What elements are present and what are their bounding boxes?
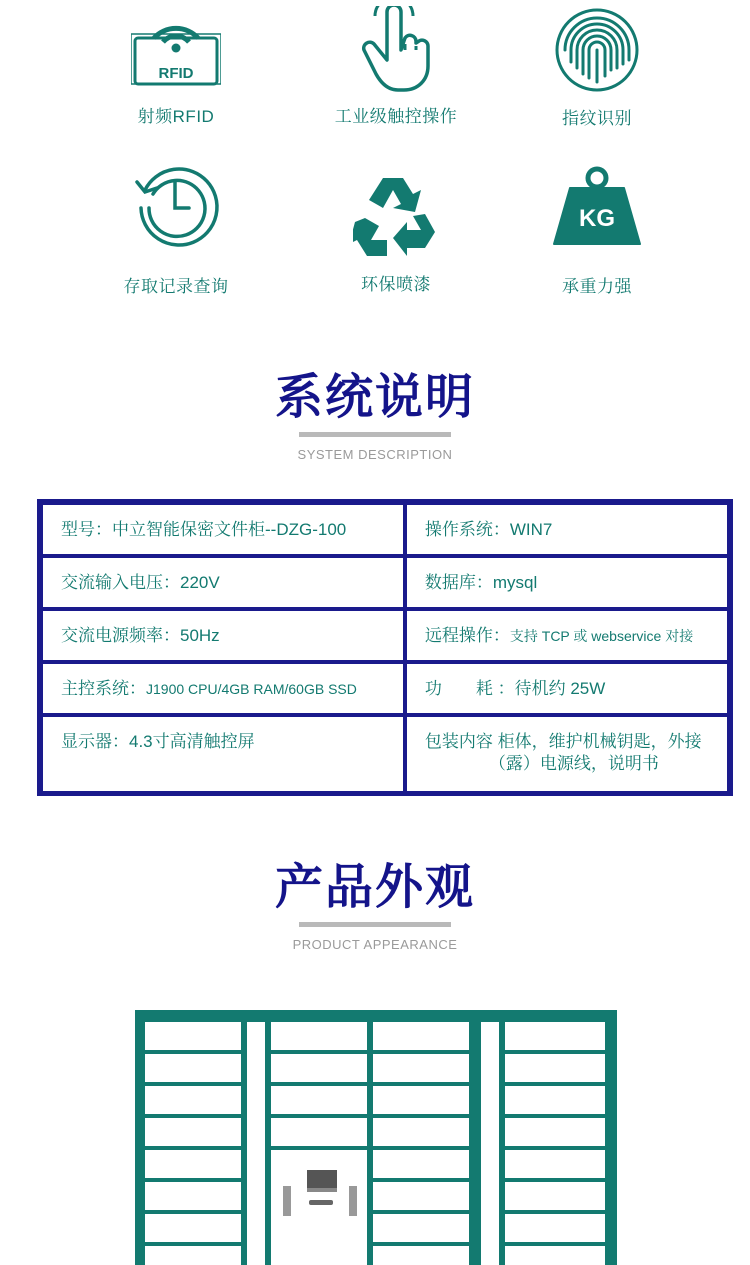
feature-weight: [497, 166, 697, 297]
feature-label-touch: 工业级触控操作: [334, 107, 458, 126]
spec-mainboard: [43, 664, 403, 713]
feature-label-rfid: 射频RFID: [137, 107, 215, 126]
system-title: 系统说明: [274, 371, 475, 424]
product-section-header: [0, 860, 750, 952]
title-underline: [299, 432, 451, 437]
feature-fingerprint: [497, 6, 697, 129]
fingerprint-icon: [553, 6, 641, 94]
system-subtitle: SYSTEM DESCRIPTION: [297, 447, 453, 462]
rfid-icon-text: RFID: [158, 65, 194, 82]
spec-table: [37, 499, 733, 796]
feature-label-recycle: 环保喷漆: [361, 275, 431, 294]
title-underline: [299, 922, 451, 927]
product-title: 产品外观: [274, 861, 475, 914]
spec-package: [407, 717, 727, 791]
spec-display: 显示器：4.3寸高清触控屏: [43, 717, 403, 791]
spec-mainboard-label: 主控系统：: [61, 679, 146, 698]
spec-row: [41, 556, 729, 609]
spec-frequency: 交流电源频率：50Hz: [43, 611, 403, 660]
spec-package-line2: （露）电源线，说明书: [488, 754, 659, 773]
feature-grid: [0, 0, 750, 320]
recycle-icon: [353, 170, 439, 256]
clock-history-icon: [131, 160, 221, 250]
card-slot: [309, 1200, 333, 1205]
weight-kg-icon: [552, 166, 642, 248]
feature-history: [76, 160, 276, 297]
rfid-icon: [131, 8, 221, 88]
system-section-header: [0, 370, 750, 462]
feature-label-fingerprint: 指纹识别: [562, 109, 632, 128]
spec-model: 型号：中立智能保密文件柜--DZG-100: [43, 505, 403, 554]
spec-row: [41, 662, 729, 715]
feature-label-history: 存取记录查询: [123, 277, 229, 296]
cabinet-illustration: [135, 1010, 617, 1265]
spec-package-line1: 包装内容 柜体，维护机械钥匙，外接: [424, 732, 702, 751]
weight-icon-text: KG: [579, 205, 615, 232]
product-subtitle: PRODUCT APPEARANCE: [292, 937, 458, 952]
spec-row: [41, 609, 729, 662]
feature-touch: [296, 6, 496, 127]
spec-power: 功 耗 ：待机约 25W: [407, 664, 727, 713]
spec-row: [41, 715, 729, 793]
spec-remote: [407, 611, 727, 660]
spec-remote-value: 支持 TCP 或 webservice 对接: [509, 628, 694, 644]
touch-hand-icon: [361, 6, 431, 94]
spec-remote-label: 远程操作：: [424, 626, 510, 645]
spec-os: 操作系统：WIN7: [407, 505, 727, 554]
spec-database: 数据库：mysql: [407, 558, 727, 607]
feature-rfid: [76, 8, 276, 127]
feature-label-weight: 承重力强: [562, 277, 632, 296]
spec-row: [41, 503, 729, 556]
spec-voltage: 交流输入电压：220V: [43, 558, 403, 607]
spec-mainboard-value: J1900 CPU/4GB RAM/60GB SSD: [146, 681, 357, 697]
control-screen: [307, 1170, 337, 1188]
feature-recycle: [296, 170, 496, 295]
